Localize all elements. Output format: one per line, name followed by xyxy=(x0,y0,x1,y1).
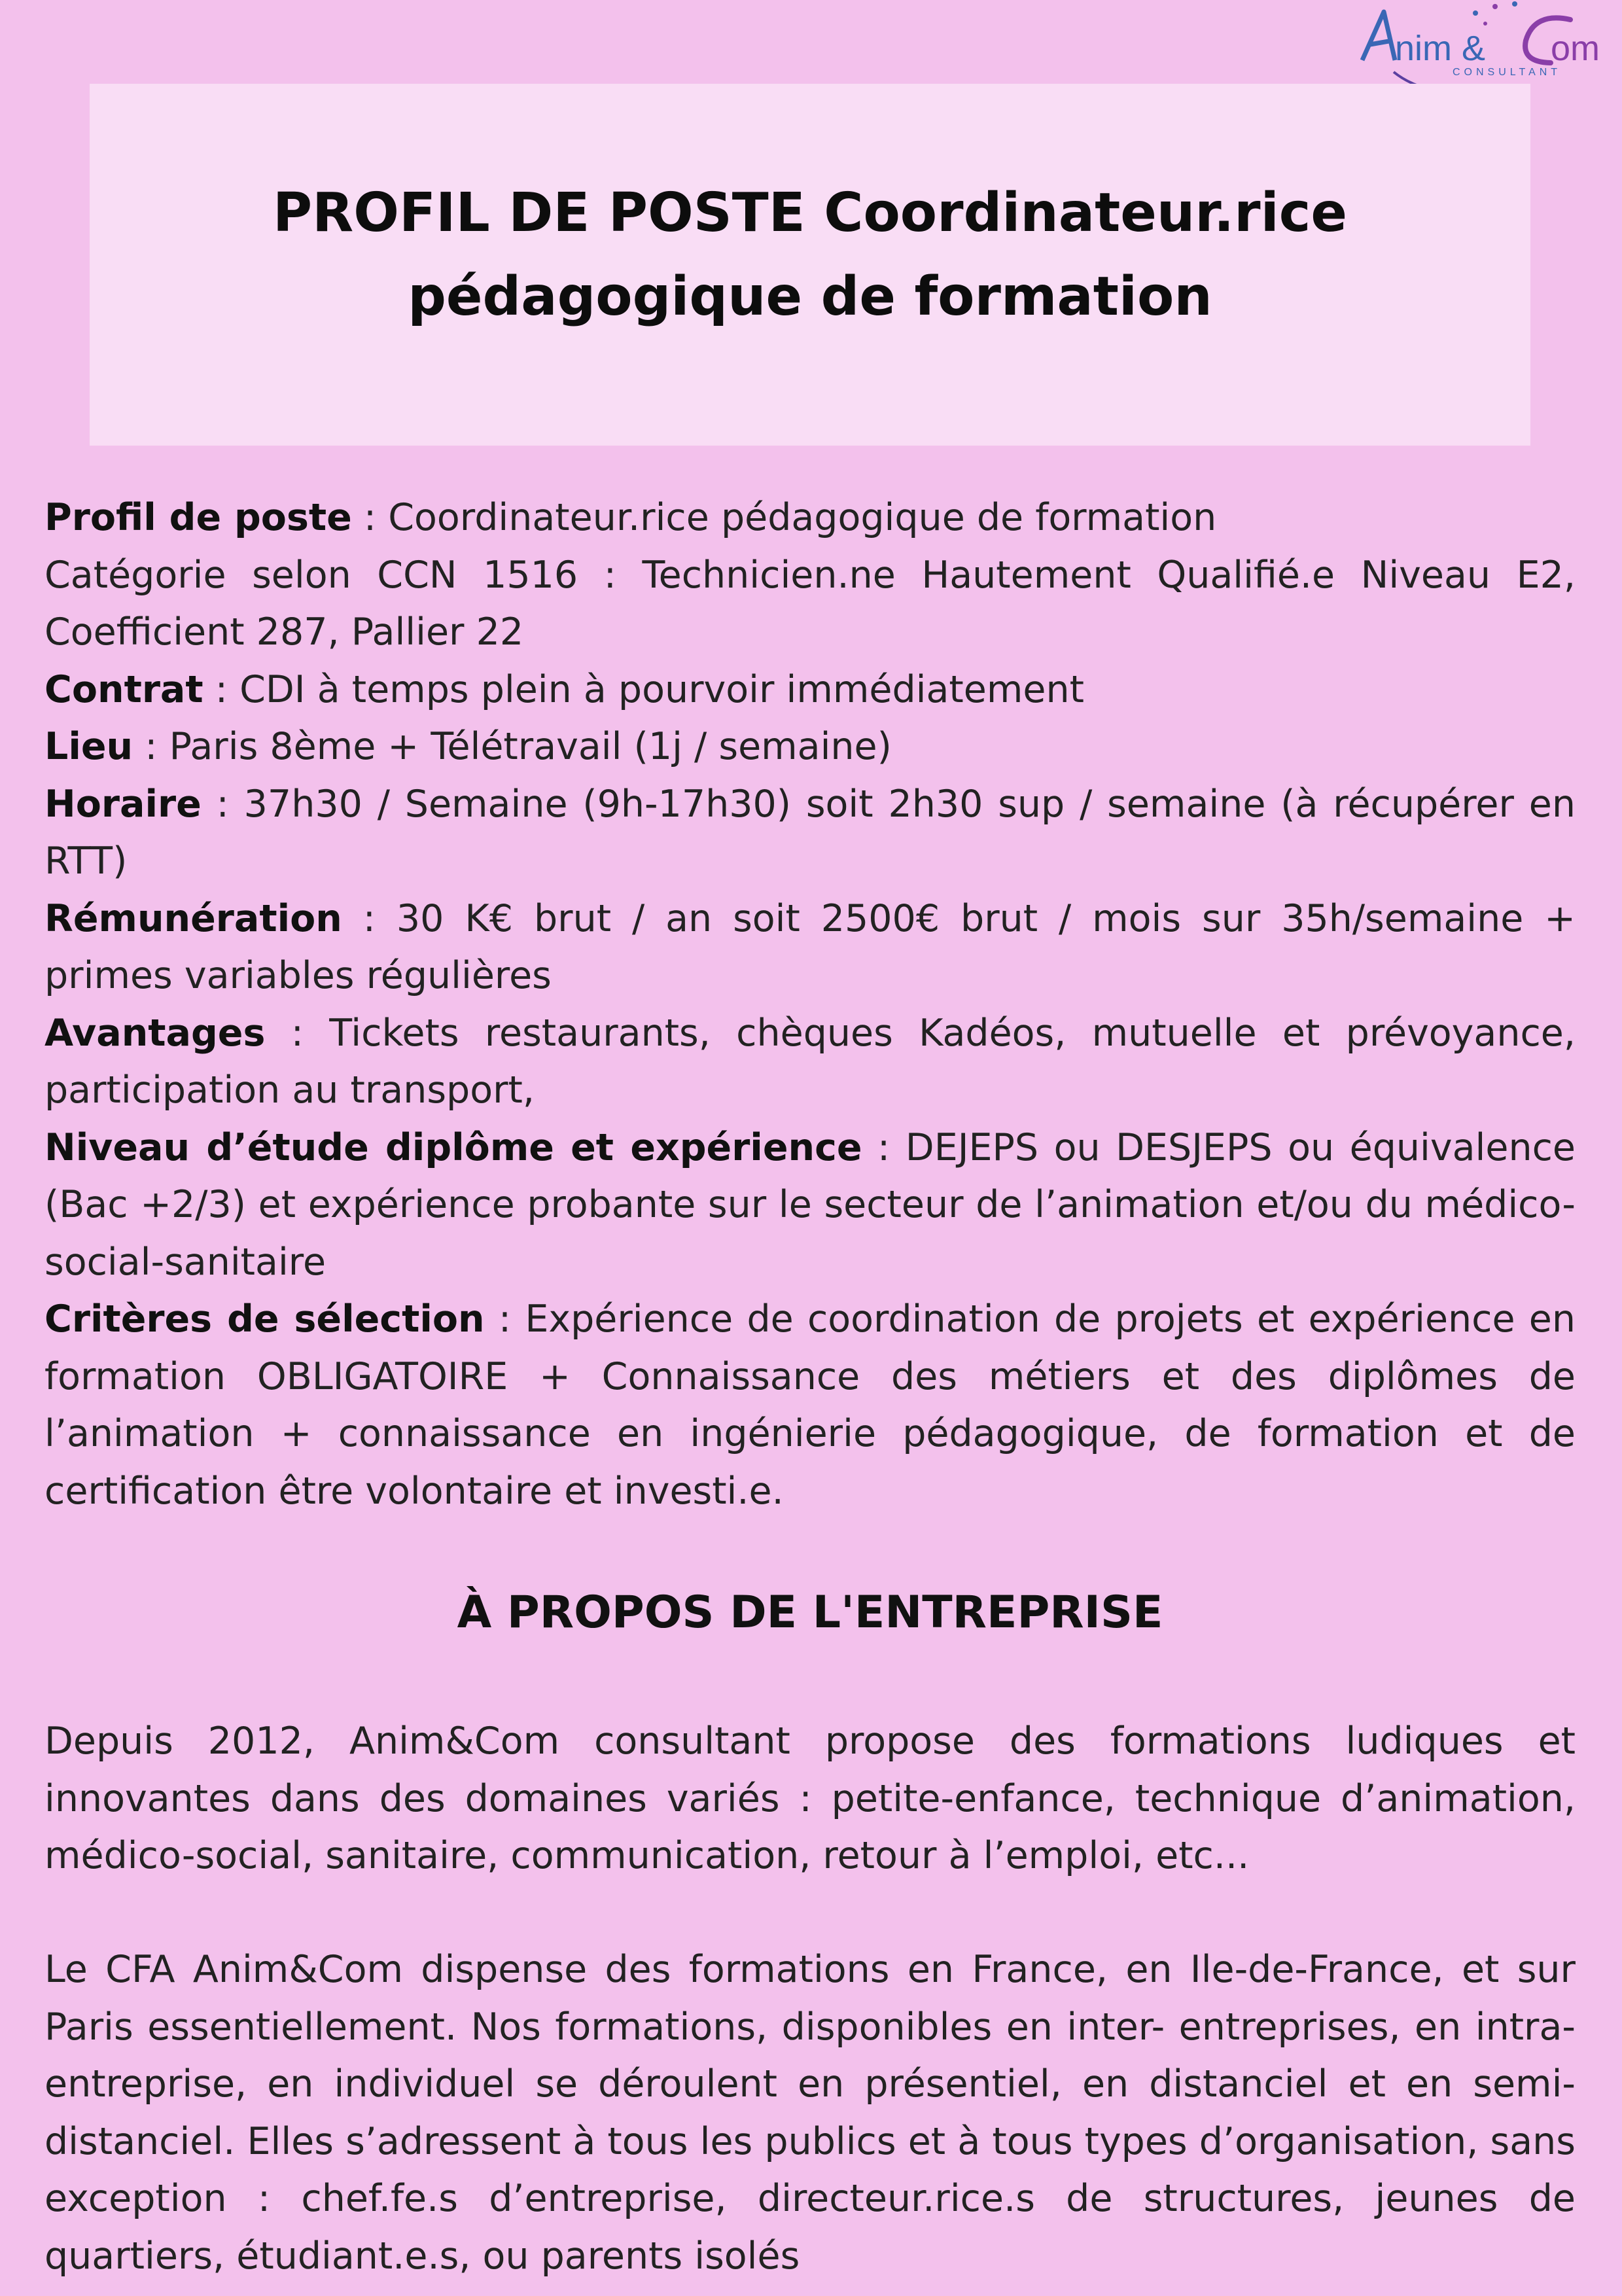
logo-dot xyxy=(1512,1,1517,7)
detail-lieu xyxy=(44,718,1576,776)
detail-label: Horaire xyxy=(44,782,202,826)
about-paragraph-1: Depuis 2012, Anim&Com consultant propose des formations ludiques et innovantes dans des domaines variés : petite-enfance, technique d’animation, médico-social, sanitaire, communication, retour à l’emploi, etc... xyxy=(44,1720,1576,1877)
detail-sep: : xyxy=(133,725,169,768)
detail-sep: : xyxy=(351,496,389,539)
detail-sep: : xyxy=(484,1298,525,1341)
detail-label: Profil de poste xyxy=(44,496,352,539)
detail-label: Lieu xyxy=(44,725,133,768)
detail-label: Niveau d’étude diplôme et expérience xyxy=(44,1125,862,1169)
detail-label: Contrat xyxy=(44,667,203,711)
title-box xyxy=(90,84,1530,446)
detail-value: CDI à temps plein à pourvoir immédiatement xyxy=(239,667,1084,711)
detail-sep: : xyxy=(265,1011,330,1055)
detail-label: Rémunération xyxy=(44,896,342,940)
detail-value: Tickets restaurants, chèques Kadéos, mutuelle et prévoyance, participation au transport, xyxy=(44,1011,1576,1112)
page-title xyxy=(254,171,1366,339)
title-line-1: PROFIL DE POSTE Coordinateur.rice xyxy=(273,181,1347,244)
logo-dot xyxy=(1473,10,1478,16)
detail-value: 30 K€ brut / an soit 2500€ brut / mois sur 35h/semaine + primes variables régulières xyxy=(44,896,1576,997)
logo-text-right: om xyxy=(1551,29,1600,68)
detail-sep: : xyxy=(342,896,397,940)
detail-value: Coordinateur.rice pédagogique de formation xyxy=(388,496,1217,539)
detail-value: Expérience de coordination de projets et expérience en formation OBLIGATOIRE + Connaissance des métiers et des diplômes de l’animation + connaissance en ingénierie pédagogique, de formation et de certification être volontaire et investi.e. xyxy=(44,1298,1576,1513)
detail-value: Paris 8ème + Télétravail (1j / semaine) xyxy=(169,725,892,768)
logo-dot xyxy=(1483,22,1487,26)
detail-niveau-etude xyxy=(44,1120,1576,1292)
detail-remuneration xyxy=(44,891,1576,1005)
detail-categorie xyxy=(44,547,1576,662)
detail-value: Catégorie selon CCN 1516 : Technicien.ne Hautement Qualifié.e Niveau E2, Coefficient 287, Pallier 22 xyxy=(44,553,1576,654)
logo-text-left: nim & xyxy=(1395,29,1486,68)
detail-sep: : xyxy=(203,667,240,711)
detail-sep: : xyxy=(201,782,244,826)
detail-criteres xyxy=(44,1291,1576,1520)
logo-subtitle: CONSULTANT xyxy=(1453,67,1562,78)
detail-contrat xyxy=(44,662,1576,719)
detail-value: DEJEPS ou DESJEPS ou équivalence (Bac +2/3) et expérience probante sur le secteur de l’animation et/ou du médico-social-sanitaire xyxy=(44,1125,1576,1284)
detail-value: 37h30 / Semaine (9h-17h30) soit 2h30 sup / semaine (à récupérer en RTT) xyxy=(44,782,1576,883)
detail-avantages xyxy=(44,1005,1576,1120)
detail-label: Critères de sélection xyxy=(44,1298,485,1341)
detail-sep: : xyxy=(862,1125,906,1169)
title-line-2: pédagogique de formation xyxy=(408,265,1212,328)
about-heading: À PROPOS DE L'ENTREPRISE xyxy=(457,1587,1163,1638)
logo-dot xyxy=(1492,4,1498,9)
about-paragraph-2: Le CFA Anim&Com dispense des formations en France, en Ile-de-France, et sur Paris essentiellement. Nos formations, disponibles en inter- entreprises, en intra-entreprise, en individuel se déroulent en présentiel, en distanciel et en semi-distanciel. Elles s’adressent à tous les publics et à tous types d’organisation, sans exception : chef.fe.s d’entreprise, directeur.rice.s de structures, jeunes de quartiers, étudiant.e.s, ou parents isolés xyxy=(44,1948,1576,2278)
detail-label: Avantages xyxy=(44,1011,266,1055)
job-details xyxy=(44,489,1576,1520)
detail-profil xyxy=(44,489,1576,547)
detail-horaire xyxy=(44,776,1576,891)
logo-a-letter xyxy=(1362,12,1395,60)
